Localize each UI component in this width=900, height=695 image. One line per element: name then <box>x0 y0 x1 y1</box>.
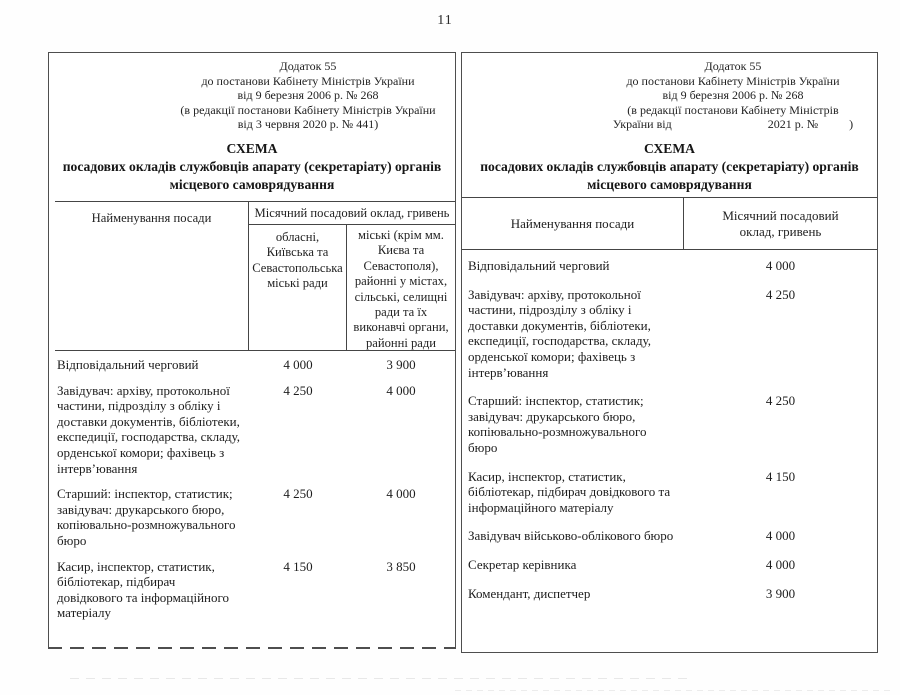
appendix-line: до постанови Кабінету Міністрів України <box>201 73 415 88</box>
salary-cell: 4 250 <box>765 286 796 302</box>
column-header-monthly-salary: Місячний посадовий оклад, гривень <box>722 207 839 239</box>
job-title-cell: Секретар керівника <box>468 556 577 572</box>
appendix-line-part: ) <box>849 117 854 132</box>
right-page-panel <box>461 52 878 653</box>
scheme-title-left <box>49 140 455 194</box>
column-header-job-title: Найменування посади <box>55 202 249 350</box>
scheme-title-line: місцевого самоврядування <box>169 177 335 192</box>
job-title-cell: Старший: інспектор, статистик; завідувач: друкарського бюро, копіювально-розмножувального бюро <box>468 393 647 455</box>
salary-oblast-cell: 4 150 <box>283 558 313 574</box>
salary-city-cell: 3 850 <box>386 558 416 574</box>
job-title-cell: Завідувач військово-облікового бюро <box>468 528 674 544</box>
table-body <box>462 258 877 601</box>
appendix-reference-right <box>595 59 871 132</box>
appendix-line: від 9 березня 2006 р. № 268 <box>237 88 379 103</box>
table-row <box>462 557 877 573</box>
job-title-cell: Завідувач: архіву, протокольної частини, підрозділу з обліку і доставки документів, бібліотеки, експедиції, господарства, складу, орденської комори; фахівець з інтерв’ювання <box>57 382 241 476</box>
column-header-salary-group <box>249 202 455 350</box>
salary-cell: 4 000 <box>765 528 796 544</box>
table-header <box>462 197 877 250</box>
salary-table-right <box>462 197 877 614</box>
appendix-reference-left <box>163 59 453 132</box>
salary-cell: 4 150 <box>765 468 796 484</box>
appendix-line: від 9 березня 2006 р. № 268 <box>662 88 804 103</box>
table-row <box>462 287 877 381</box>
scheme-title-line: СХЕМА <box>644 141 695 156</box>
salary-cell: 4 250 <box>765 393 796 409</box>
appendix-line-with-blanks <box>595 117 871 132</box>
scheme-title-line: СХЕМА <box>226 141 278 156</box>
appendix-line: до постанови Кабінету Міністрів України <box>626 73 840 88</box>
salary-oblast-cell: 4 000 <box>283 357 313 372</box>
salary-cell: 4 000 <box>765 556 796 572</box>
table-row <box>55 383 455 477</box>
scan-artifact-line <box>70 678 690 679</box>
table-row <box>462 528 877 544</box>
job-title-cell: Відповідальний черговий <box>468 258 610 273</box>
table-row <box>462 393 877 455</box>
salary-table-left <box>55 201 455 631</box>
table-header <box>55 201 455 351</box>
job-title-cell: Касир, інспектор, статистик, бібліотекар, підбирач довідкового та інформаційного матеріалу <box>57 558 229 621</box>
salary-oblast-cell: 4 250 <box>283 486 313 502</box>
table-row <box>462 258 877 274</box>
table-row <box>55 559 455 621</box>
appendix-line: від 3 червня 2020 р. № 441) <box>237 117 379 132</box>
table-row <box>462 469 877 516</box>
salary-cell: 3 900 <box>765 585 796 601</box>
column-header-job-title: Найменування посади <box>462 198 684 249</box>
subcolumn-header-city-councils: міські (крім мм. Києва та Севастополя), районні у містах, сільські, селищні ради та їх виконавчі органи, районні ради <box>353 228 449 350</box>
left-page-panel <box>48 52 456 649</box>
salary-subcolumns <box>249 225 455 351</box>
scheme-title-right <box>462 140 877 194</box>
table-row <box>55 486 455 548</box>
job-title-cell: Комендант, диспетчер <box>468 585 591 601</box>
job-title-cell: Завідувач: архіву, протокольної частини, підрозділу з обліку і доставки документів, бібліотеки, експедиції, господарства, складу, орденської комори; фахівець з інтерв’ювання <box>468 286 652 380</box>
appendix-line: Додаток 55 <box>279 59 337 73</box>
salary-city-cell: 4 000 <box>386 486 416 502</box>
column-header-monthly-salary: Місячний посадовий оклад, гривень <box>249 202 455 225</box>
appendix-line-part: України від <box>612 117 672 132</box>
scan-artifact-line <box>455 690 890 691</box>
salary-oblast-cell: 4 250 <box>283 382 313 398</box>
scheme-title-line: посадових окладів службовців апарату (секретаріату) органів <box>62 159 442 174</box>
job-title-cell: Старший: інспектор, статистик; завідувач: друкарського бюро, копіювально-розмножувального бюро <box>57 486 236 548</box>
job-title-cell: Касир, інспектор, статистик, бібліотекар, підбирач довідкового та інформаційного матеріалу <box>468 468 671 515</box>
page-number: 11 <box>437 13 453 28</box>
scheme-title-line: місцевого самоврядування <box>587 177 752 192</box>
job-title-cell: Відповідальний черговий <box>57 357 199 372</box>
appendix-line: Додаток 55 <box>704 59 762 73</box>
appendix-line: (в редакції постанови Кабінету Міністрів України <box>180 102 436 117</box>
table-body <box>55 357 455 621</box>
salary-cell: 4 000 <box>765 258 796 273</box>
appendix-line: (в редакції постанови Кабінету Міністрів <box>627 102 839 117</box>
salary-city-cell: 4 000 <box>386 382 416 398</box>
table-row <box>462 586 877 602</box>
page-cut-dashed-edge <box>48 647 456 649</box>
scheme-title-line: посадових окладів службовців апарату (секретаріату) органів <box>480 159 859 174</box>
subcolumn-header-oblast-councils: обласні, Київська та Севастопольська міські ради <box>249 225 347 351</box>
salary-city-cell: 3 900 <box>386 357 416 372</box>
table-row <box>55 357 455 373</box>
appendix-line-part: 2021 р. № <box>767 117 819 132</box>
